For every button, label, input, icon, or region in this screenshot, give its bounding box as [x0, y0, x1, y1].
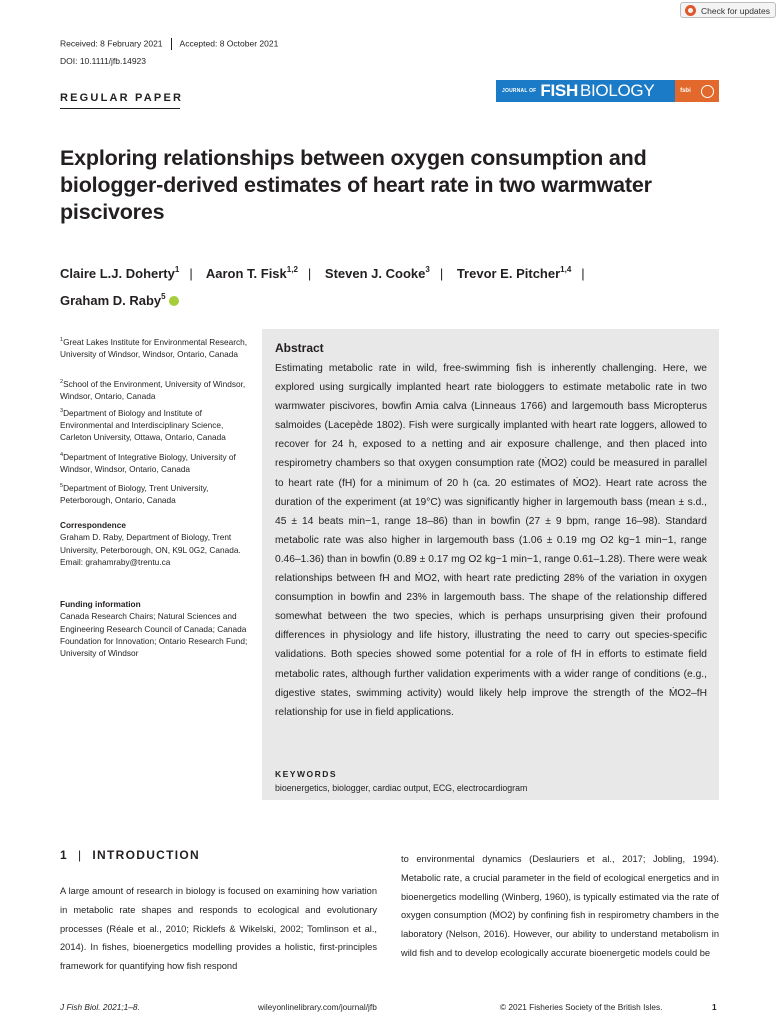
author-name[interactable]: Aaron T. Fisk — [205, 266, 287, 281]
author-affiliation-ref: 1 — [174, 265, 180, 274]
author-name[interactable]: Claire L.J. Doherty — [60, 266, 175, 281]
correspondence-email[interactable]: Email: grahamraby@trentu.ca — [60, 556, 171, 567]
affiliation: $^4$Department of Integrative Biology, University of Windsor, Windsor, Ontario, Canada — [60, 451, 236, 475]
author-list: Claire L.J. Doherty$^1$ | Aaron T. Fisk$^{1,2}$ | Steven J. Cooke$^3$ | Trevor E. Pitcher$^{1,4}$ | Graham D. Raby$^5$ — [60, 265, 585, 308]
journal-logo — [496, 80, 719, 102]
keywords-text: bioenergetics, biologger, cardiac output, ECG, electrocardiogram — [275, 783, 528, 793]
journal-logo-fish: FISH — [540, 81, 578, 100]
footer-copyright: © 2021 Fisheries Society of the British Isles. — [500, 1002, 663, 1012]
article-type-rule — [60, 108, 180, 109]
society-logo-text: fsbi — [680, 88, 691, 94]
received-date: Received: 8 February 2021 — [60, 38, 163, 49]
affiliation: $^3$Department of Biology and Institute of Environmental and Interdisciplinary Science, Carleton University, Ottawa, Ontario, Canada — [60, 407, 226, 443]
journal-logo-main — [496, 80, 675, 102]
dates-line — [60, 38, 278, 50]
article-type: REGULAR PAPER — [60, 92, 184, 104]
footer-url[interactable]: wileyonlinelibrary.com/journal/jfb — [258, 1002, 377, 1012]
society-logo — [675, 80, 719, 102]
check-updates-icon — [685, 5, 696, 16]
affiliation: $^5$Department of Biology, Trent University, Peterborough, Ontario, Canada — [60, 482, 209, 506]
author-name[interactable]: Trevor E. Pitcher — [456, 266, 561, 281]
author-name[interactable]: Steven J. Cooke — [324, 266, 426, 281]
page-number: 1 — [712, 1002, 717, 1012]
correspondence-text: Graham D. Raby, Department of Biology, Trent University, Peterborough, ON, K9L 0G2, Canada. — [60, 532, 241, 555]
correspondence-heading: Correspondence — [60, 520, 126, 530]
society-seal-icon — [701, 85, 714, 98]
paper-title: Exploring relationships between oxygen consumption and biologger-derived estimates of heart rate in two warmwater piscivores — [60, 146, 652, 224]
author-affiliation-ref: 1,2 — [286, 265, 298, 274]
affiliation: $^2$School of the Environment, University of Windsor, Windsor, Ontario, Canada — [60, 378, 246, 402]
check-for-updates-label: Check for updates — [701, 6, 770, 16]
abstract-text: Estimating metabolic rate in wild, free-swimming fish is inherently challenging. Here, we explored using surgically implanted heart rate biologgers to estimate metabolic rate in two warmwater piscivores, bowfin Amia calva (Linneaus 1766) and largemouth bass Micropterus salmoides (Lacepède 1802). Fish were surgically implanted with heart rate loggers, allowed to recover for 24 h, exposed to a netting and air exposure challenge, and then placed into respirometry chambers so that oxygen consumption rate (ṀO2) could be measured in parallel to heart rate (fH) for a minimum of 20 h (ca. 20 estimates of ṀO2). Heart rate across the duration of the experiment (at 19°C) was significantly higher in largemouth bass (mean ± s.d., 45 ± 14 beats min−1, range 18–86) than in bowfin (27 ± 9 bpm, range 16–98). Standard metabolic rate was also higher in largemouth bass (1.06 ± 0.19 mg O2 kg−1 min−1, range 0.46–1.36) than in bowfin (0.89 ± 0.17 mg O2 kg−1 min−1, range 0.61–1.28). There were weak relationships between fH and ṀO2, with heart rate predicting 28% of the variation in oxygen consumption in bowfin and 23% in largemouth bass. The shape of the relationship differed somewhat between the two species, which is perhaps unsurprising given their profound differences in physiology and life history, illustrating the need to carry out species-specific validations. Both species showed some potential for a role of fH in efforts to estimate field metabolic rates, although further validation experiments with a wider range of conditions (e.g., digestive states, swimming activity) would likely help improve the strength of the ṀO2–fH relationship for use in field applications. — [275, 363, 707, 718]
check-for-updates-button[interactable] — [680, 2, 776, 18]
section-number: 1 — [60, 848, 68, 862]
divider — [171, 38, 172, 50]
section-title: INTRODUCTION — [92, 848, 200, 862]
keywords-heading: KEYWORDS — [275, 769, 338, 779]
orcid-icon[interactable] — [169, 296, 179, 306]
body-text-right: to environmental dynamics (Deslauriers et al., 2017; Jobling, 1994). Metabolic rate, a crucial parameter in the field of ecological energetics and in bioenergetics modelling (Winberg, 1960), is typically estimated via the rate of oxygen consumption (ṀO2) by confining fish in respirometry chambers in the laboratory (Nelson, 2016). However, our ability to understand metabolism in wild fish and to develop ecologically accurate bioenergetic models could be — [401, 854, 719, 958]
body-text-left: A large amount of research in biology is focused on examining how variation in metabolic rate shapes and responds to ecological and evolutionary processes (Réale et al., 2010; Ricklefs & Wikelski, 2002; Tomlinson et al., 2014). In fishes, bioenergetics modelling provides a holistic, first-principles framework for quantifying how fish respond — [60, 886, 377, 972]
author-affiliation-ref: 1,4 — [560, 265, 572, 274]
accepted-date: Accepted: 8 October 2021 — [179, 38, 279, 49]
author-affiliation-ref: 3 — [425, 265, 430, 274]
funding — [60, 598, 250, 659]
journal-logo-prefix: JOURNAL OF — [502, 88, 537, 94]
abstract-heading: Abstract — [275, 341, 324, 355]
correspondence — [60, 519, 250, 568]
journal-logo-biology: BIOLOGY — [579, 81, 655, 100]
footer-citation: J Fish Biol. 2021;1–8. — [60, 1002, 140, 1012]
funding-text: Canada Research Chairs; Natural Sciences and Engineering Research Council of Canada; Canada Foundation for Innovation; Ontario Research Fund; University of Windsor — [60, 611, 248, 659]
section-heading: 1 | INTRODUCTION — [60, 848, 200, 862]
affiliation: $^1$Great Lakes Institute for Environmental Research, University of Windsor, Windsor, Ontario, Canada — [60, 336, 248, 360]
doi[interactable]: DOI: 10.1111/jfb.14923 — [60, 56, 147, 66]
funding-heading: Funding information — [60, 599, 141, 609]
author-name[interactable]: Graham D. Raby — [60, 293, 162, 308]
author-affiliation-ref: 5 — [161, 292, 166, 301]
